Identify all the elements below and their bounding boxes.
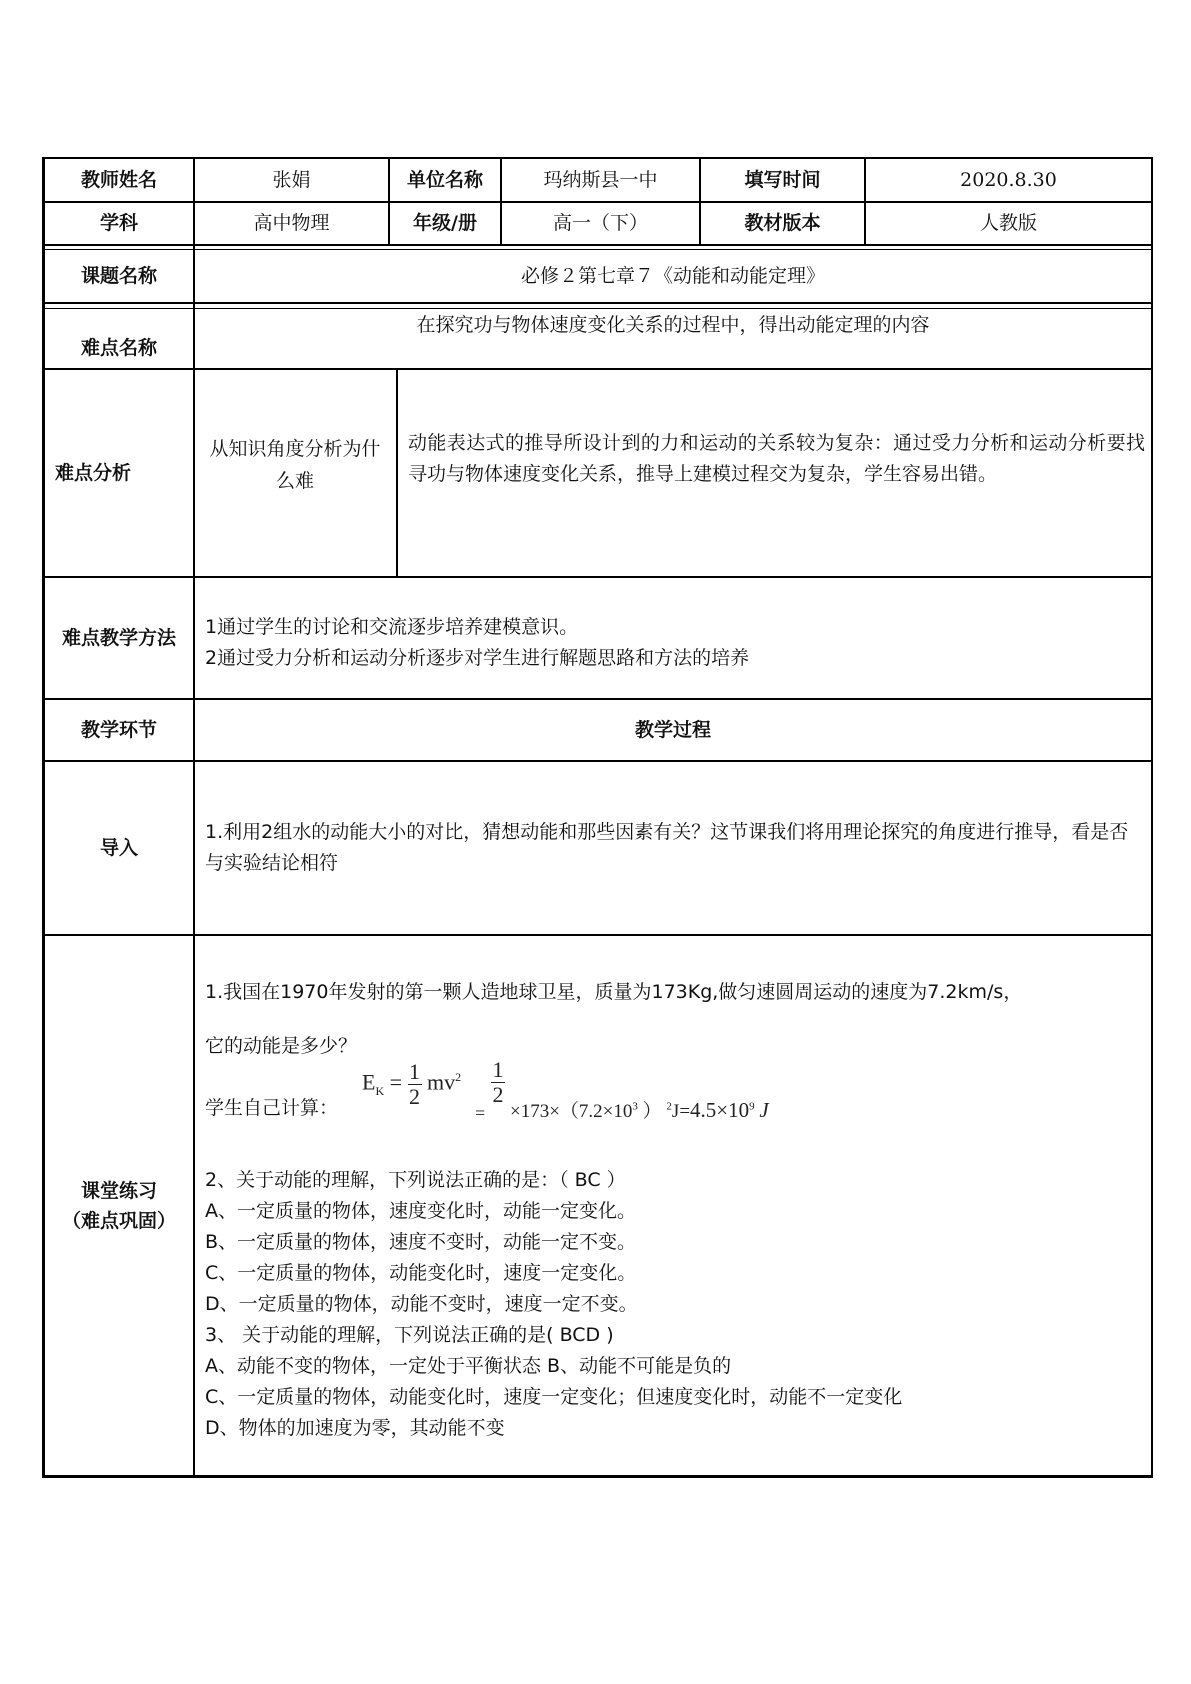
question-1 bbox=[205, 965, 1145, 1073]
rule-h-4 bbox=[42, 302, 1153, 304]
calc-prefix: 学生自己计算： bbox=[205, 1097, 339, 1119]
subject-value: 高中物理 bbox=[253, 212, 330, 235]
practice-label-line1: 课堂练习 bbox=[80, 1179, 157, 1202]
formula-frac-den: 2 bbox=[409, 1084, 421, 1109]
date-label: 填写时间 bbox=[744, 168, 821, 191]
formula-fraction-1 bbox=[408, 1060, 422, 1109]
formula-frac2-den: 2 bbox=[492, 1082, 504, 1107]
difficulty-label: 难点名称 bbox=[80, 337, 157, 360]
method-lines bbox=[205, 612, 1135, 674]
question-1-line1: 1.我国在1970年发射的第一颗人造地球卫星，质量为173Kg,做匀速圆周运动的速度为7.2km/s， bbox=[205, 981, 1023, 1003]
formula-mv: mv bbox=[427, 1069, 456, 1095]
teacher-name-value: 张娟 bbox=[272, 168, 311, 191]
rule-h-10 bbox=[42, 934, 1153, 936]
formula-ek-sub: K bbox=[375, 1083, 385, 1098]
formula-frac2-num: 1 bbox=[492, 1057, 504, 1082]
topic-value: 必修２第七章７《动能和动能定理》 bbox=[520, 264, 825, 287]
formula-result: 4.5×10 bbox=[690, 1098, 750, 1122]
practice-label bbox=[45, 936, 193, 1475]
formula-ek: E bbox=[362, 1069, 376, 1095]
method-label: 难点教学方法 bbox=[61, 626, 176, 649]
question-1-line2: 它的动能是多少？ bbox=[205, 1035, 358, 1057]
question-3 bbox=[205, 1320, 1145, 1444]
grade-label: 年级/册 bbox=[413, 212, 477, 235]
unit-name-value: 玛纳斯县一中 bbox=[543, 168, 658, 191]
method-line-2: 2通过受力分析和运动分析逐步对学生进行解题思路和方法的培养 bbox=[205, 647, 750, 669]
analysis-text: 动能表达式的推导所设计到的力和运动的关系较为复杂：通过受力分析和运动分析要找寻功与物体速度变化关系，推导上建模过程交为复杂，学生容易出错。 bbox=[408, 432, 1145, 485]
formula-unit: J bbox=[759, 1098, 769, 1122]
question-3-option-ab: A、动能不变的物体，一定处于平衡状态 B、动能不可能是负的 bbox=[205, 1355, 732, 1377]
method-line-1: 1通过学生的讨论和交流逐步培养建模意识。 bbox=[205, 616, 579, 638]
analysis-label: 难点分析 bbox=[55, 461, 132, 484]
difficulty-value: 在探究功与物体速度变化关系的过程中，得出动能定理的内容 bbox=[416, 314, 930, 336]
rule-h-2 bbox=[42, 244, 1153, 246]
analysis-sub-label: 从知识角度分析为什么难 bbox=[209, 438, 381, 492]
formula-ek-expression bbox=[362, 1060, 461, 1109]
formula-eq: = bbox=[389, 1069, 403, 1095]
question-2 bbox=[205, 1165, 1145, 1320]
rule-h-bottom bbox=[42, 1475, 1153, 1478]
process-value: 教学过程 bbox=[634, 718, 711, 741]
formula-exp9: 9 bbox=[749, 1100, 755, 1113]
edition-value: 人教版 bbox=[979, 212, 1037, 235]
question-3-line: 3、 关于动能的理解，下列说法正确的是( BCD ) bbox=[205, 1324, 614, 1346]
intro-text: 1.利用2组水的动能大小的对比，猜想动能和那些因素有关？这节课我们将用理论探究的角度进行推导，看是否与实验结论相符 bbox=[205, 821, 1129, 874]
date-value: 2020.8.30 bbox=[960, 168, 1057, 191]
teacher-name-label: 教师姓名 bbox=[80, 168, 157, 191]
question-2-line: 2、关于动能的理解，下列说法正确的是：（ BC ） bbox=[205, 1169, 626, 1191]
formula-sq: 2 bbox=[455, 1070, 462, 1085]
formula-sq-2: 2 bbox=[666, 1100, 672, 1113]
question-2-option-a: A、一定质量的物体，速度变化时，动能一定变化。 bbox=[205, 1200, 636, 1222]
rule-v-right bbox=[1151, 157, 1153, 1478]
formula-frac-num: 1 bbox=[409, 1059, 421, 1084]
rule-h-7 bbox=[42, 576, 1153, 578]
question-3-option-c: C、一定质量的物体，动能变化时，速度一定变化；但速度变化时，动能不一定变化 bbox=[205, 1386, 903, 1408]
rule-v-label bbox=[193, 157, 195, 1478]
formula-j-eq: J= bbox=[671, 1101, 691, 1122]
formula-calc bbox=[510, 1096, 769, 1123]
intro-label: 导入 bbox=[99, 836, 138, 859]
fraction-wrap bbox=[491, 1058, 505, 1107]
rule-h-9 bbox=[42, 760, 1153, 762]
rule-v-analysis bbox=[396, 369, 398, 577]
formula-close: ） bbox=[642, 1101, 662, 1122]
edition-label: 教材版本 bbox=[744, 212, 821, 235]
question-2-option-d: D、一定质量的物体，动能不变时，速度一定不变。 bbox=[205, 1293, 638, 1315]
subject-label: 学科 bbox=[99, 212, 138, 235]
topic-label: 课题名称 bbox=[80, 264, 157, 287]
rule-h-6 bbox=[42, 368, 1153, 370]
formula-times173: ×173×（7.2×10 bbox=[510, 1101, 633, 1122]
process-label: 教学环节 bbox=[80, 718, 157, 741]
question-3-option-d: D、物体的加速度为零，其动能不变 bbox=[205, 1417, 505, 1439]
question-2-option-c: C、一定质量的物体，动能变化时，速度一定变化。 bbox=[205, 1262, 637, 1284]
question-2-option-b: B、一定质量的物体，速度不变时，动能一定不变。 bbox=[205, 1231, 637, 1253]
unit-name-label: 单位名称 bbox=[406, 168, 483, 191]
grade-value: 高一（下） bbox=[552, 212, 648, 235]
formula-eq-2: = bbox=[475, 1103, 486, 1123]
formula-exp3: 3 bbox=[632, 1100, 638, 1113]
practice-label-line2: （难点巩固） bbox=[61, 1209, 176, 1232]
formula-fraction-2 bbox=[491, 1058, 505, 1107]
